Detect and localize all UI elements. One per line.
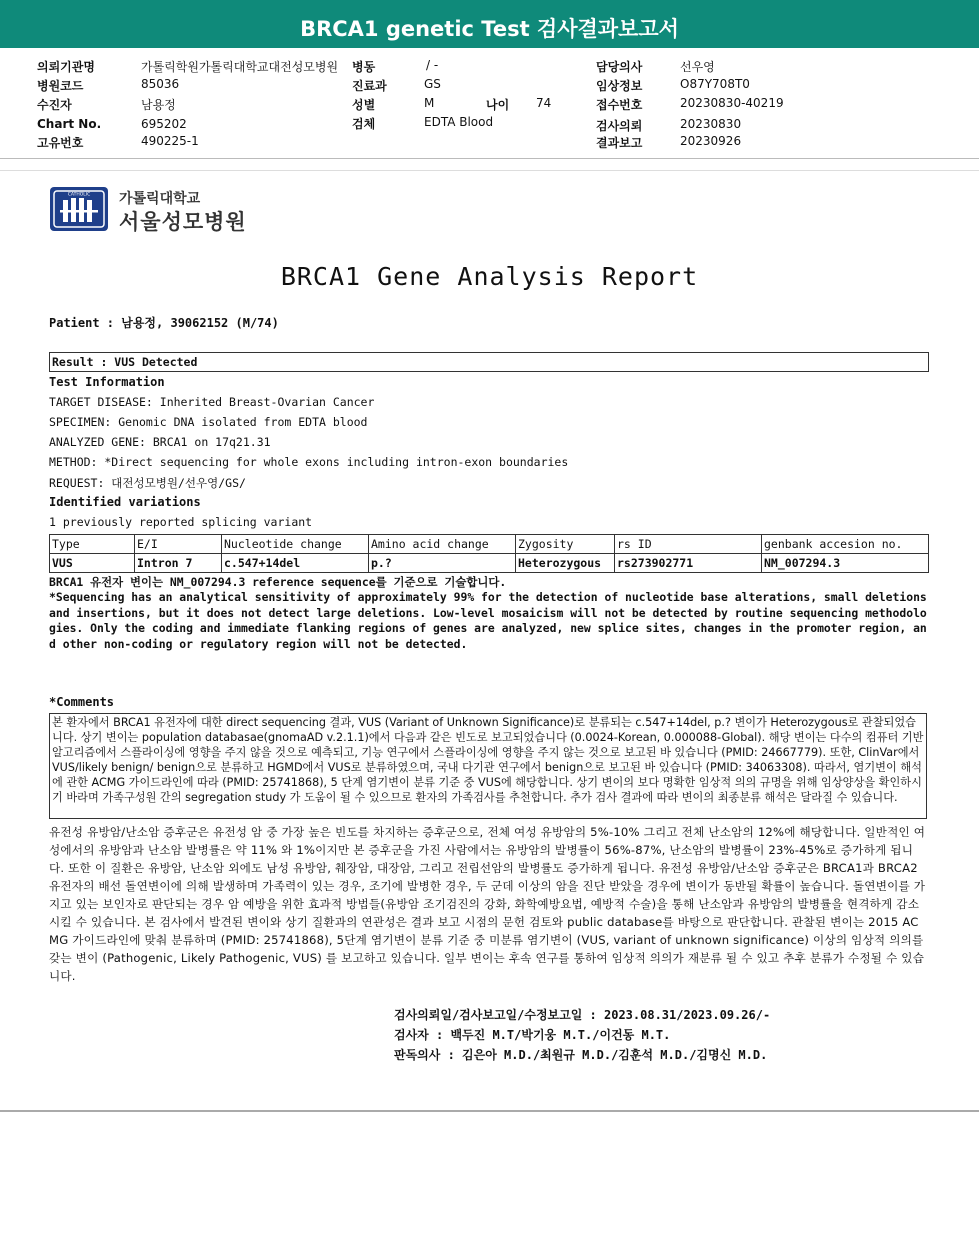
examiners: 검사자 : 백두진 M.T/박기웅 M.T./이건동 M.T.	[394, 1028, 671, 1042]
unique-no-value: 490225-1	[141, 134, 199, 148]
cell-type: VUS	[50, 554, 135, 573]
specimen-value: EDTA Blood	[424, 115, 494, 129]
physicians: 판독의사 : 김은아 M.D./최원규 M.D./김훈석 M.D./김명신 M.D.	[394, 1048, 768, 1062]
unique-no-label: 고유번호	[37, 136, 84, 150]
request-date-label: 검사의뢰	[596, 119, 643, 133]
target-disease: TARGET DISEASE: Inherited Breast-Ovarian Cancer	[49, 395, 375, 409]
chart-no-value: 695202	[141, 117, 187, 131]
cell-rsid: rs273902771	[615, 554, 762, 573]
comments-body: 유전성 유방암/난소암 증후군은 유전성 암 중 가장 높은 빈도를 차지하는 증후군으로, 전체 여성 유방암의 5%-10% 그리고 전체 난소암의 12%에 해당합니다. 일반적인 여성에서의 유방암과 난소암 발병률은 약 11% 와 1%이지만 본 증후군을 가진 사람에서는 유방암의 발병률이 56%-87%, 난소암의 발병률이 23%-45%로 증가하게 됩니다. 또한 이 질환은 유방암, 난소암 외에도 남성 유방암, 췌장암, 대장암, 그리고 전립선암의 발병률도 증가하게 됩니다. 유전성 유방암/난소암 증후군은 BRCA1과 BRCA2 유전자의 배선 돌연변이에 의해 발생하며 가족력이 있는 경우, 조기에 발병한 경우, 두 군데 이상의 암을 진단 받았을 경우에 변이가 동반될 확률이 높습니다. 돌연변이를 가지고 있는 보인자로 판단되는 경우 암 예방을 위한 효과적 방법들(유방암 조기검진의 강화, 화학예방요법, 예방적 수술)을 통해 난소암과 유방암의 발병률을 현격하게 감소시킬 수 있습니다. 본 검사에서 발견된 변이와 상기 질환과의 연관성은 결과 보고 시점의 문헌 검토와 public database를 바탕으로 판단합니다. 관찰된 변이는 2015 ACMG 가이드라인에 맞춰 분류하며 (PMID: 25741868), 5단계 염기변이 분류 기준 중 미분류 염기변이 (VUS, variant of unknown significance) 이상의 임상적 의의를 갖는 변이 (Pathogenic, Likely Pathogenic, VUS) 를 보고하고 있습니다. 일부 변이는 후속 연구를 통하여 임상적 의의가 재분류 될 수 있고 추후 분류가 수정될 수 있습니다.	[49, 825, 926, 983]
specimen-info: SPECIMEN: Genomic DNA isolated from EDTA blood	[49, 415, 368, 429]
comments-box: 본 환자에서 BRCA1 유전자에 대한 direct sequencing 결과, VUS (Variant of Unknown Significance)로 분류되는 c.547+14del, p.? 변이가 Heterozygous로 관찰되었습니다. 상기 변이는 population databasae(gnomaAD v.2.1.1)에서 다음과 같은 빈도로 보고되었습니다 (0.0024-Korean, 0.000088-Global). 해당 변이는 다수의 컴퓨터 기반 알고리즘에서 스플라이싱에 영향을 주지 않을 것으로 예측되고, 기능 연구에서 스플라이싱에 영향을 주지 않는 것으로 보고된 바 있습니다 (PMID: 24667779). 또한, ClinVar에서 VUS/likely benign/ benign으로 분류하고 HGMD에서 VUS로 분류하였으며, 국내 다기관 연구에서 benign으로 보고된 바 있습니다 (PMID: 34063308). 따라서, 염기변이 해석에 관한 ACMG 가이드라인에 따라 (PMID: 25741868), 5 단계 염기변이 분류 기준 중 VUS에 해당합니다. 상기 변이의 보다 명확한 임상적 의의 규명을 위해 임상양상을 확인하시기 바라며 가족구성원 간의 segregation study 가 도움이 될 수 있으므로 환자의 가족검사를 추천합니다. 추가 검사 결과에 따라 변이의 최종분류 해석은 달라질 수 있습니다.	[49, 713, 927, 819]
report-date-value: 20230926	[680, 134, 742, 148]
department-value: GS	[424, 77, 441, 91]
receipt-no-label: 접수번호	[596, 98, 643, 112]
cell-zygosity: Heterozygous	[516, 554, 615, 573]
cell-nucleotide: c.547+14del	[222, 554, 369, 573]
doctor-value: 선우영	[680, 60, 715, 74]
receipt-no-value: 20230830-40219	[680, 96, 784, 110]
logo-university-name: 가톨릭대학교	[119, 191, 201, 207]
report-dates: 검사의뢰일/검사보고일/수정보고일 : 2023.08.31/2023.09.26/-	[394, 1008, 771, 1022]
header-divider	[0, 158, 979, 159]
request-info: REQUEST: 대전성모병원/선우영/GS/	[49, 476, 246, 490]
header-divider-2	[0, 170, 979, 171]
col-rsid: rs ID	[615, 535, 762, 554]
result-text: Result : VUS Detected	[52, 355, 198, 369]
col-nucleotide: Nucleotide change	[222, 535, 369, 554]
clinical-info-label: 임상정보	[596, 79, 643, 93]
footer-divider	[0, 1110, 979, 1112]
clinical-info-value: O87Y708T0	[680, 77, 750, 91]
chart-no-label: Chart No.	[37, 117, 102, 131]
logo-seal-text: CATHOLIC	[67, 192, 91, 198]
specimen-label: 검체	[352, 117, 376, 131]
table-row	[50, 554, 929, 573]
hospital-code-label: 병원코드	[37, 79, 84, 93]
identified-variations-heading: Identified variations	[49, 495, 201, 509]
col-genbank: genbank accesion no.	[762, 535, 929, 554]
variant-table	[49, 534, 929, 573]
institution-value: 가톨릭학원가톨릭대학교대전성모병원	[141, 60, 339, 74]
sex-value: M	[424, 96, 435, 110]
sensitivity-note: *Sequencing has an analytical sensitivity of approximately 99% for the detection of nucleotide base alterations, small deletions and insertions, but it does not detect large deletions. Low-level mosaicism will not be detected by routine sequencing methodologies. Only the coding and immediate flanking regions of genes are analyzed, new splice sites, changes in the promoter region, and other non-coding or regulatory region will not be detected.	[49, 590, 927, 651]
cell-genbank: NM_007294.3	[762, 554, 929, 573]
department-label: 진료과	[352, 79, 387, 93]
col-ei: E/I	[135, 535, 222, 554]
sex-label: 성별	[352, 98, 376, 112]
hospital-seal-logo	[49, 186, 109, 232]
col-zygosity: Zygosity	[516, 535, 615, 554]
doctor-label: 담당의사	[596, 60, 643, 74]
patient-value: 남용정	[141, 98, 176, 112]
analyzed-gene: ANALYZED GENE: BRCA1 on 17q21.31	[49, 435, 271, 449]
cell-ei: Intron 7	[135, 554, 222, 573]
patient-line: Patient : 남용정, 39062152 (M/74)	[49, 316, 279, 330]
method-info: METHOD: *Direct sequencing for whole exons including intron-exon boundaries	[49, 455, 569, 469]
report-window-title: BRCA1 genetic Test 검사결과보고서	[0, 0, 979, 48]
col-type: Type	[50, 535, 135, 554]
institution-label: 의뢰기관명	[37, 60, 95, 74]
ward-label: 병동	[352, 60, 376, 74]
reference-note: BRCA1 유전자 변이는 NM_007294.3 reference sequence를 기준으로 기술합니다.	[49, 575, 507, 589]
age-label: 나이	[486, 98, 510, 112]
report-date-label: 결과보고	[596, 136, 643, 150]
test-info-heading: Test Information	[49, 375, 165, 389]
patient-label: 수진자	[37, 98, 72, 112]
logo-hospital-name: 서울성모병원	[119, 210, 247, 234]
identified-variations-desc: 1 previously reported splicing variant	[49, 515, 313, 529]
request-date-value: 20230830	[680, 117, 742, 131]
variant-table-header	[50, 535, 929, 554]
report-title: BRCA1 Gene Analysis Report	[280, 262, 699, 291]
comments-heading: *Comments	[49, 695, 115, 709]
ward-value: / -	[426, 58, 439, 72]
col-amino-acid: Amino acid change	[369, 535, 516, 554]
hospital-code-value: 85036	[141, 77, 180, 91]
age-value: 74	[536, 96, 552, 110]
cell-amino-acid: p.?	[369, 554, 516, 573]
